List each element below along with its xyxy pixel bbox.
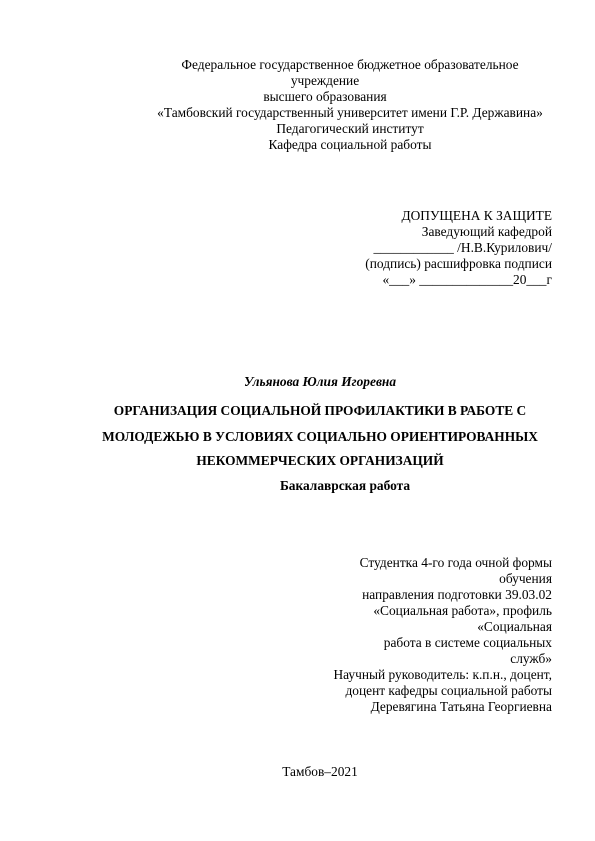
institute-name: Педагогический институт	[276, 121, 424, 136]
city-year: Тамбов–2021	[282, 764, 358, 779]
header-line-2: учреждение	[290, 73, 360, 88]
approval-head-of-department: Заведующий кафедрой	[421, 224, 552, 239]
title-line-3: НЕКОММЕРЧЕСКИХ ОРГАНИЗАЦИЙ	[196, 453, 444, 468]
supervisor-line-1: Научный руководитель: к.п.н., доцент,	[333, 667, 552, 682]
author-name: Ульянова Юлия Игоревна	[243, 374, 397, 389]
title-line-1: ОРГАНИЗАЦИЯ СОЦИАЛЬНОЙ ПРОФИЛАКТИКИ В РАБОТЕ С	[113, 403, 527, 418]
student-info-line-5: «Социальная	[477, 619, 552, 634]
department-name: Кафедра социальной работы	[268, 137, 432, 152]
student-info-line-4: «Социальная работа», профиль	[373, 603, 552, 618]
approval-heading: ДОПУЩЕНА К ЗАЩИТЕ	[401, 208, 552, 223]
student-info-line-1: Студентка 4-го года очной формы	[359, 555, 552, 570]
approval-signature-caption: (подпись) расшифровка подписи	[365, 256, 552, 271]
approval-signature-line: ____________ /Н.В.Курилович/	[373, 240, 552, 255]
work-type: Бакалаврская работа	[279, 478, 411, 493]
student-info-line-6: работа в системе социальных	[383, 635, 552, 650]
header-line-1: Федеральное государственное бюджетное образовательное	[181, 57, 519, 72]
supervisor-name: Деревягина Татьяна Георгиевна	[370, 699, 552, 714]
student-info-line-3: направления подготовки 39.03.02	[362, 587, 552, 602]
student-info-line-7: служб»	[510, 651, 552, 666]
header-line-3: высшего образования	[263, 89, 387, 104]
title-line-2: МОЛОДЕЖЬЮ В УСЛОВИЯХ СОЦИАЛЬНО ОРИЕНТИРОВАННЫХ	[102, 429, 538, 444]
approval-date-line: «___» ______________20___г	[382, 272, 552, 287]
university-name: «Тамбовский государственный университет имени Г.Р. Державина»	[157, 105, 543, 120]
supervisor-line-2: доцент кафедры социальной работы	[345, 683, 552, 698]
student-info-line-2: обучения	[499, 571, 552, 586]
